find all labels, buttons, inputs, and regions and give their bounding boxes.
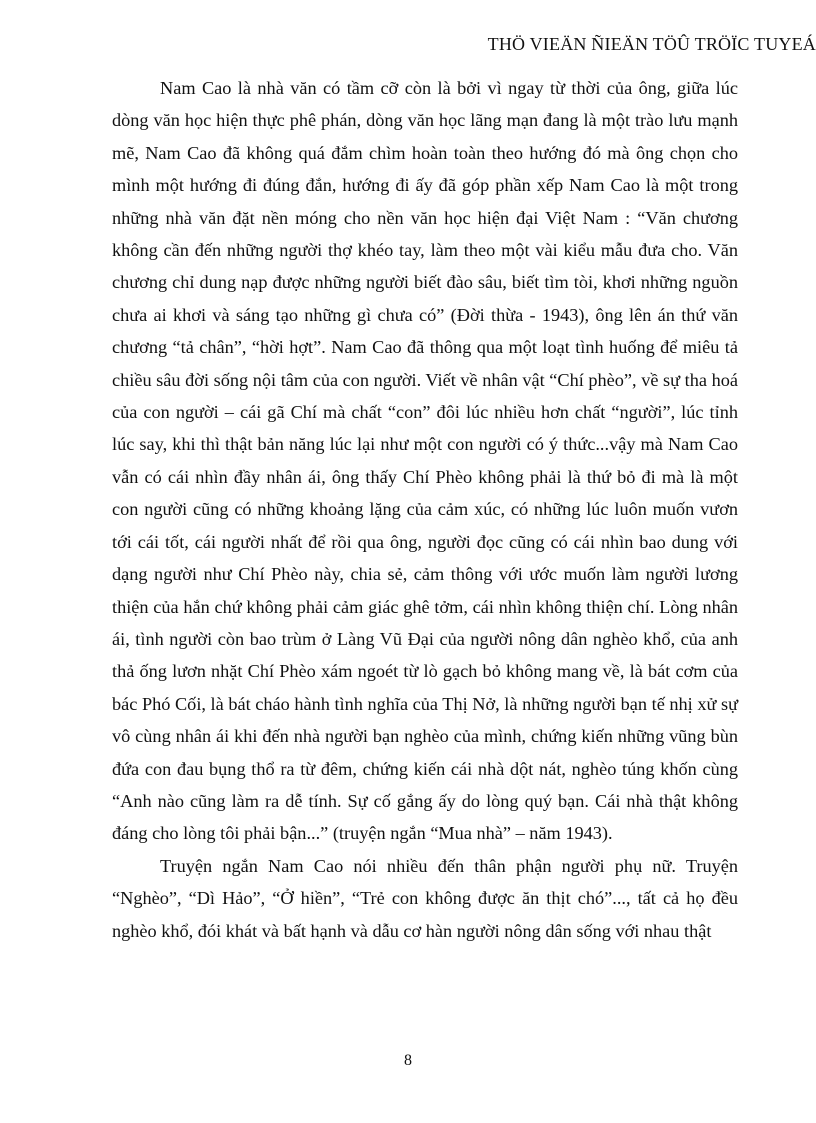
page-number: 8 <box>404 1052 412 1069</box>
body-paragraph: Truyện ngắn Nam Cao nói nhiều đến thân phận người phụ nữ. Truyện “Nghèo”, “Dì Hảo”, “Ở hiền”, “Trẻ con không được ăn thịt chó”..., tất cả họ đều nghèo khổ, đói khát và bất hạnh và dẫu cơ hàn người nông dân sống với nhau thật <box>112 855 738 941</box>
page-body <box>112 72 738 947</box>
running-header: THÖ VIEÄN ÑIEÄN TÖÛ TRÖÏC TUYEÁ <box>487 34 816 54</box>
body-paragraph: Nam Cao là nhà văn có tầm cỡ còn là bởi vì ngay từ thời của ông, giữa lúc dòng văn học hiện thực phê phán, dòng văn học lãng mạn đang là một trào lưu mạnh mẽ, Nam Cao đã không quá đắm chìm hoàn toàn theo hướng đó mà ông chọn cho mình một hướng đi đúng đắn, hướng đi ấy đã góp phần xếp Nam Cao là một trong những nhà văn đặt nền móng cho nền văn học hiện đại Việt Nam : “Văn chương không cần đến những người thợ khéo tay, làm theo một vài kiểu mẫu đưa cho. Văn chương chỉ dung nạp được những người biết đào sâu, biết tìm tòi, khơi những nguồn chưa ai khơi và sáng tạo những gì chưa có” (Đời thừa - 1943), ông lên án thứ văn chương “tả chân”, “hời hợt”. Nam Cao đã thông qua một loạt tình huống để miêu tả chiều sâu đời sống nội tâm của con người. Viết về nhân vật “Chí phèo”, về sự tha hoá của con người – cái gã Chí mà chất “con” đôi lúc nhiều hơn chất “người”, lúc tỉnh lúc say, khi thì thật bản năng lúc lại như một con người có ý thức...vậy mà Nam Cao vẫn có cái nhìn đầy nhân ái, ông thấy Chí Phèo không phải là thứ bỏ đi mà là một con người cũng có những khoảng lặng của cảm xúc, có những lúc luôn muốn vươn tới cái tốt, cái người nhất để rồi qua ông, người đọc cũng có cái nhìn bao dung với dạng người như Chí Phèo này, chia sẻ, cảm thông với ước muốn làm người lương thiện của hắn chứ không phải cảm giác ghê tởm, cái nhìn không thiện chí. Lòng nhân ái, tình người còn bao trùm ở Làng Vũ Đại của người nông dân nghèo khổ, của anh thả ống lươn nhặt Chí Phèo xám ngoét từ lò gạch bỏ không mang về, là bát cơm của bác Phó Cối, là bát cháo hành tình nghĩa của Thị Nở, là những người bạn tế nhị xử sự vô cùng nhân ái khi đến nhà người bạn nghèo của mình, chứng kiến những vũng bùn đứa con đau bụng thổ ra từ đêm, chứng kiến cái nhà dột nát, nghèo túng khốn cùng “Anh nào cũng làm ra dễ tính. Sự cố gắng ấy do lòng quý bạn. Cái nhà thật không đáng cho lòng tôi phải bận...” (truyện ngắn “Mua nhà” – năm 1943). <box>112 78 738 844</box>
